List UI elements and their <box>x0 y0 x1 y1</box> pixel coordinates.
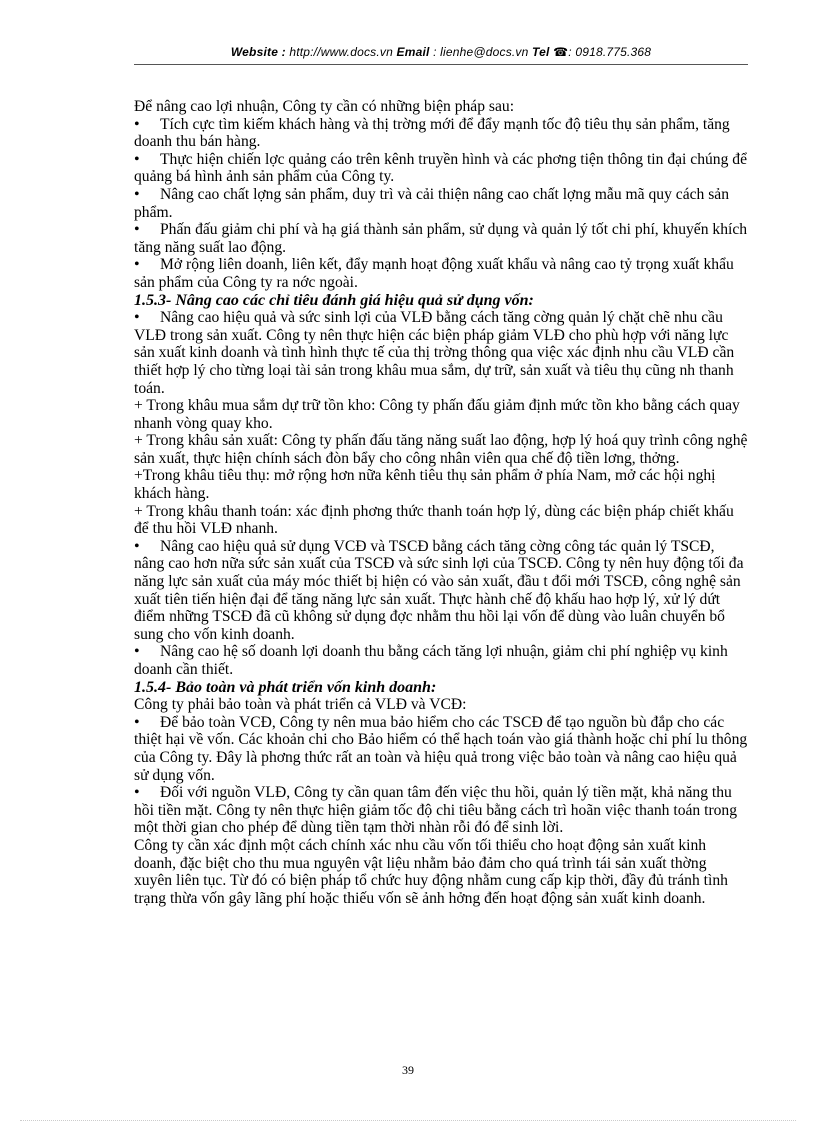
bullet-text: Thực hiện chiến lợc quảng cáo trên kênh truyền hình và các phơng tiện thông tin đại chúng để quảng bá hình ảnh sản phẩm của Công ty. <box>134 150 748 186</box>
bullet-item <box>134 186 748 221</box>
bullet-text: Đối với nguồn VLĐ, Công ty cần quan tâm đến việc thu hồi, quản lý tiền mặt, khả năng thu hồi tiền mặt. Công ty nên thực hiện giảm tốc độ chi tiêu bằng cách trì hoãn việc thanh toán trong một thời gian cho phép để dùng tiền tạm thời nhàn rỗi đó để sinh lời. <box>134 784 738 837</box>
paragraph: Công ty cần xác định một cách chính xác nhu cầu vốn tối thiểu cho hoạt động sản xuất kinh doanh, đặc biệt cho thu mua nguyên vật liệu nhằm bảo đảm cho quá trình tái sản xuất thờng xuyên liên tục. Từ đó có biện pháp tổ chức huy động nhằm cung cấp kịp thời, đầy đủ tránh tình trạng thừa vốn gây lãng phí hoặc thiếu vốn sẽ ảnh hởng đến hoạt động sản xuất kinh doanh. <box>134 836 728 907</box>
bullet-item <box>134 256 748 291</box>
tel-value: : 0918.775.368 <box>568 45 652 59</box>
bullet-text: Để bảo toàn VCĐ, Công ty nên mua bảo hiểm cho các TSCĐ để tạo nguồn bù đắp cho các thiệt hại về vốn. Các khoản chi cho Bảo hiểm có thể hạch toán vào giá thành hoặc chi phí lu thông của Công ty. Đây là phơng thức rất an toàn và hiệu quả trong việc bảo toàn và nâng cao hiệu quả sử dụng vốn. <box>134 713 748 784</box>
bullet-text: Nâng cao hệ số doanh lợi doanh thu bằng cách tăng lợi nhuận, giảm chi phí nghiệp vụ kinh doanh cần thiết. <box>134 643 728 678</box>
bullet-item <box>134 309 748 397</box>
phone-icon: ☎ <box>553 45 569 59</box>
bullet-icon: • <box>134 150 140 168</box>
email-label: Email <box>396 45 430 59</box>
paragraph: + Trong khâu thanh toán: xác định phơng thức thanh toán hợp lý, dùng các biện pháp chiết khấu để thu hồi VLĐ nhanh. <box>134 502 734 538</box>
bullet-text: Tích cực tìm kiếm khách hàng và thị trờng mới để đẩy mạnh tốc độ tiêu thụ sản phẩm, tăng doanh thu bán hàng. <box>134 115 730 151</box>
bullet-icon: • <box>134 221 140 239</box>
paragraph: Công ty phải bảo toàn và phát triển cả VLĐ và VCĐ: <box>134 696 467 714</box>
page-bottom-rule <box>20 1120 796 1121</box>
bullet-icon: • <box>134 537 140 555</box>
document-body <box>134 98 748 907</box>
bullet-icon: • <box>134 713 140 731</box>
header-rule <box>134 64 748 65</box>
bullet-text: Phấn đấu giảm chi phí và hạ giá thành sản phẩm, sử dụng và quản lý tốt chi phí, khuyến khích tăng năng suất lao động. <box>134 221 748 256</box>
website-label: Website : <box>230 45 286 59</box>
bullet-item <box>134 221 748 256</box>
tel-label: Tel <box>532 45 550 59</box>
bullet-icon: • <box>134 256 140 274</box>
bullet-text: Nâng cao chất lợng sản phẩm, duy trì và cải thiện nâng cao chất lợng mẫu mã quy cách sản phẩm. <box>134 185 730 221</box>
bullet-icon: • <box>134 185 140 203</box>
paragraph: + Trong khâu sản xuất: Công ty phấn đấu tăng năng suất lao động, hợp lý hoá quy trình công nghệ sản xuất, thực hiện chính sách đòn bẩy cho công nhân viên qua chế độ tiền lơng, thởng. <box>134 432 748 467</box>
bullet-icon: • <box>134 115 140 133</box>
bullet-item <box>134 116 748 151</box>
section-heading: 1.5.4- Bảo toàn và phát triển vốn kinh doanh: <box>134 678 437 696</box>
bullet-icon: • <box>134 643 140 661</box>
page-header <box>134 45 748 59</box>
bullet-text: Mở rộng liên doanh, liên kết, đẩy mạnh hoạt động xuất khẩu và nâng cao tỷ trọng xuất khẩu sản phẩm của Công ty ra nớc ngoài. <box>134 256 734 291</box>
bullet-item <box>134 538 748 644</box>
bullet-item <box>134 714 748 784</box>
bullet-text: Nâng cao hiệu quả sử dụng VCĐ và TSCĐ bằng cách tăng cờng công tác quản lý TSCĐ, nâng cao hơn nữa sức sản xuất của TSCĐ và sức sinh lợi của TSCĐ. Công ty nên huy động tối đa năng lực sản xuất của máy móc thiết bị hiện có vào sản xuất, đầu t đổi mới TSCĐ, công nghệ sản xuất tiên tiến hiện đại để tăng năng lực sản xuất. Thực hành chế độ khấu hao hợp lý, xử lý dứt điểm những TSCĐ đã cũ không sử dụng đợc nhằm thu hồi lại vốn để dùng vào luân chuyển bổ sung cho vốn kinh doanh. <box>134 537 744 643</box>
bullet-icon: • <box>134 309 140 327</box>
paragraph: +Trong khâu tiêu thụ: mở rộng hơn nữa kênh tiêu thụ sản phẩm ở phía Nam, mở các hội nghị khách hàng. <box>134 467 716 503</box>
paragraph: + Trong khâu mua sắm dự trữ tồn kho: Công ty phấn đấu giảm định mức tồn kho bằng cách quay nhanh vòng quay kho. <box>134 397 740 432</box>
email-value: : lienhe@docs.vn <box>429 45 533 59</box>
section-heading: 1.5.3- Nâng cao các chỉ tiêu đánh giá hiệu quả sử dụng vốn: <box>134 291 534 309</box>
page-number: 39 <box>402 1063 414 1077</box>
bullet-item <box>134 643 748 678</box>
paragraph: Để nâng cao lợi nhuận, Công ty cần có những biện pháp sau: <box>134 98 515 115</box>
bullet-item <box>134 151 748 186</box>
bullet-item <box>134 784 748 837</box>
bullet-icon: • <box>134 784 140 802</box>
bullet-text: Nâng cao hiệu quả và sức sinh lợi của VLĐ bằng cách tăng cờng quản lý chặt chẽ nhu cầu VLĐ trong sản xuất. Công ty nên thực hiện các biện pháp giảm VLĐ cho phù hợp với năng lực sản xuất kinh doanh và tình hình thực tế của thị trờng thông qua việc xác định nhu cầu VLĐ cần thiết hợp lý cho từng loại tài sản trong khâu mua sắm, dự trữ, sản xuất và tiêu thụ cũng nh thanh toán. <box>134 309 735 397</box>
website-value: http://www.docs.vn <box>285 45 397 59</box>
